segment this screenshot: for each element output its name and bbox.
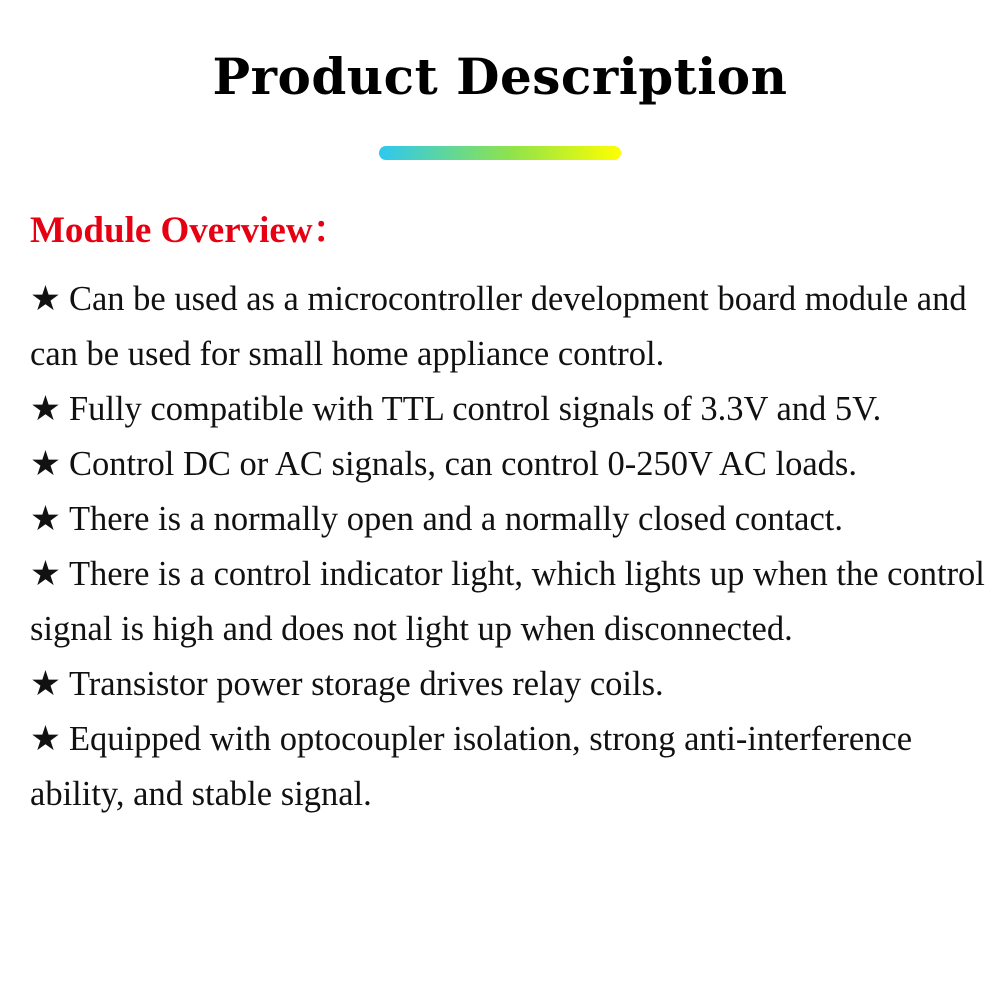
star-icon: ★	[30, 555, 61, 593]
list-item	[30, 382, 995, 437]
title-accent-bar	[379, 146, 621, 160]
list-item-text: Transistor power storage drives relay coils.	[68, 665, 664, 703]
star-icon: ★	[30, 665, 61, 703]
list-item-text: There is a normally open and a normally closed contact.	[68, 500, 843, 538]
overview-bullet-list	[30, 272, 995, 822]
list-item	[30, 272, 995, 382]
star-icon: ★	[30, 500, 61, 538]
list-item-text: Fully compatible with TTL control signals of 3.3V and 5V.	[68, 390, 882, 428]
list-item	[30, 712, 995, 822]
star-icon: ★	[30, 280, 61, 318]
star-icon: ★	[30, 445, 61, 483]
list-item-text: Control DC or AC signals, can control 0-250V AC loads.	[68, 445, 857, 483]
list-item-text: There is a control indicator light, which lights up when the control signal is high and does not light up when disconnected.	[30, 555, 985, 648]
list-item-text: Equipped with optocoupler isolation, strong anti-interference ability, and stable signal.	[30, 720, 913, 813]
star-icon: ★	[30, 390, 61, 428]
list-item	[30, 657, 995, 712]
module-overview-heading: Module Overview：	[30, 210, 350, 251]
list-item-text: Can be used as a microcontroller development board module and can be used for small home appliance control.	[30, 280, 967, 373]
list-item	[30, 437, 995, 492]
star-icon: ★	[30, 720, 61, 758]
page-title: Product Description	[212, 47, 788, 106]
list-item	[30, 492, 995, 547]
list-item	[30, 547, 995, 657]
